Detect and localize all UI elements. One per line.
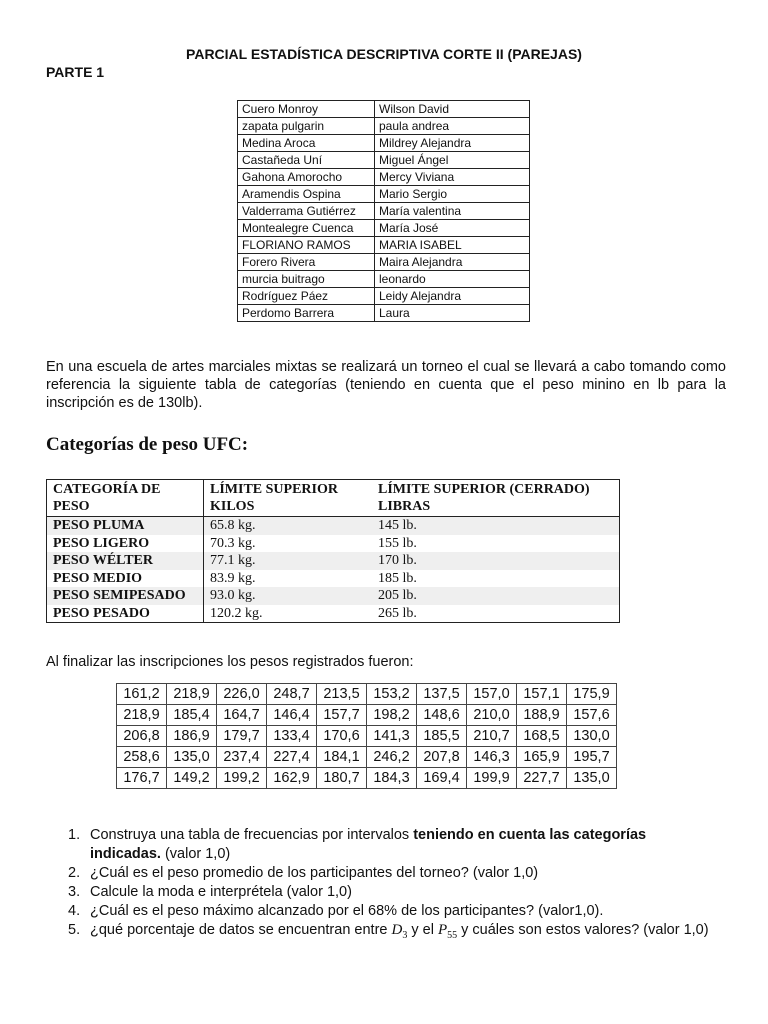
weight-cell: 169,4 [417,768,467,789]
weight-cell: 137,5 [417,684,467,705]
list-item [68,921,718,945]
weight-cell: 149,2 [167,768,217,789]
given-name-cell: Leidy Alejandra [375,288,530,305]
table-row [47,605,620,623]
question-text: y el [407,922,438,938]
surname-cell: Valderrama Gutiérrez [238,203,375,220]
question-text: ¿Cuál es el peso máximo alcanzado por el 68% de los participantes? (valor1,0). [90,903,604,919]
category-cell: PESO PESADO [47,605,204,623]
given-name-cell: Laura [375,305,530,322]
weight-cell: 237,4 [217,747,267,768]
weights-intro: Al finalizar las inscripciones los pesos registrados fueron: [46,654,414,670]
weight-cell: 188,9 [517,705,567,726]
weight-cell: 168,5 [517,726,567,747]
table-row [117,726,617,747]
table-row [238,169,530,186]
weight-cell: 185,5 [417,726,467,747]
weight-cell: 207,8 [417,747,467,768]
pounds-cell: 265 lb. [378,605,417,621]
page-title: PARCIAL ESTADÍSTICA DESCRIPTIVA CORTE II (PAREJAS) [186,46,582,62]
questions-list [68,826,718,945]
table-row [238,101,530,118]
table-header: CATEGORÍA DE PESO [47,480,204,517]
question-text: (valor 1,0) [160,846,231,862]
table-row [238,135,530,152]
weight-cell: 199,2 [217,768,267,789]
weight-cell: 148,6 [417,705,467,726]
surname-cell: Castañeda Uní [238,152,375,169]
question-text: Calcule la moda e interprétela (valor 1,0) [90,884,352,900]
table-row [47,552,620,570]
surname-cell: Cuero Monroy [238,101,375,118]
table-row [47,517,620,535]
weight-cell: 199,9 [467,768,517,789]
weight-cell: 210,7 [467,726,517,747]
surname-cell: Forero Rivera [238,254,375,271]
kilos-cell: 70.3 kg. [210,535,256,551]
weight-cell: 175,9 [567,684,617,705]
categories-heading: Categorías de peso UFC: [46,434,249,455]
table-row [238,220,530,237]
students-table [237,100,530,322]
table-row [47,535,620,553]
weight-cell: 146,4 [267,705,317,726]
given-name-cell: MARIA ISABEL [375,237,530,254]
weight-cell: 246,2 [367,747,417,768]
given-name-cell: Mildrey Alejandra [375,135,530,152]
weight-cell: 179,7 [217,726,267,747]
weight-cell: 186,9 [167,726,217,747]
weight-cell: 157,6 [567,705,617,726]
table-row [238,288,530,305]
table-row [238,254,530,271]
table-row [117,705,617,726]
kilos-cell: 83.9 kg. [210,570,256,586]
surname-cell: Rodríguez Páez [238,288,375,305]
weight-cell: 153,2 [367,684,417,705]
table-row [117,747,617,768]
surname-cell: zapata pulgarin [238,118,375,135]
category-cell: PESO LIGERO [47,535,204,553]
pounds-cell: 185 lb. [378,570,417,586]
weight-cell: 176,7 [117,768,167,789]
category-cell: PESO SEMIPESADO [47,587,204,605]
given-name-cell: Wilson David [375,101,530,118]
surname-cell: Medina Aroca [238,135,375,152]
given-name-cell: Miguel Ángel [375,152,530,169]
surname-cell: Gahona Amorocho [238,169,375,186]
percentile-symbol: $P_{55}$ [437,922,458,941]
question-text: ¿Cuál es el peso promedio de los participantes del torneo? (valor 1,0) [90,865,539,881]
weight-cell: 227,4 [267,747,317,768]
weight-cell: 135,0 [167,747,217,768]
weight-cell: 146,3 [467,747,517,768]
surname-cell: Montealegre Cuenca [238,220,375,237]
pounds-cell: 155 lb. [378,535,417,551]
weight-cell: 210,0 [467,705,517,726]
table-row [238,271,530,288]
question-text: ¿qué porcentaje de datos se encuentran entre [90,922,392,938]
category-cell: PESO WÉLTER [47,552,204,570]
kilos-cell: 93.0 kg. [204,587,373,605]
table-row [238,152,530,169]
category-cell: PESO PLUMA [47,517,204,535]
list-number: 4. [68,903,81,919]
given-name-cell: Mario Sergio [375,186,530,203]
weight-cell: 164,7 [217,705,267,726]
surname-cell: Perdomo Barrera [238,305,375,322]
pounds-cell: 205 lb. [372,587,620,605]
list-number: 2. [68,865,81,881]
surname-cell: murcia buitrago [238,271,375,288]
given-name-cell: paula andrea [375,118,530,135]
decile-symbol: $D_3$ [391,922,408,941]
weight-cell: 157,0 [467,684,517,705]
question-text: y cuáles son estos valores? (valor 1,0) [457,922,709,938]
table-row [238,237,530,254]
weight-cell: 184,3 [367,768,417,789]
table-row [47,587,620,605]
given-name-cell: María José [375,220,530,237]
weight-cell: 157,1 [517,684,567,705]
weight-cell: 195,7 [567,747,617,768]
list-number: 3. [68,884,81,900]
list-number: 5. [68,922,81,938]
given-name-cell: Mercy Viviana [375,169,530,186]
question-text: Construya una tabla de frecuencias por intervalos [90,827,414,843]
given-name-cell: María valentina [375,203,530,220]
list-item [68,864,718,883]
given-name-cell: leonardo [375,271,530,288]
weight-cell: 198,2 [367,705,417,726]
table-row [47,570,620,588]
weight-cell: 180,7 [317,768,367,789]
weight-cell: 258,6 [117,747,167,768]
list-item [68,883,718,902]
weight-cell: 184,1 [317,747,367,768]
list-item [68,902,718,921]
weight-cell: 130,0 [567,726,617,747]
weight-categories-table [46,479,620,623]
weight-cell: 165,9 [517,747,567,768]
weight-cell: 162,9 [267,768,317,789]
pounds-cell: 145 lb. [372,517,620,535]
given-name-cell: Maira Alejandra [375,254,530,271]
list-item [68,826,718,864]
intro-paragraph: En una escuela de artes marciales mixtas se realizará un torneo el cual se llevará a cabo tomando como referencia la siguiente tabla de categorías (teniendo en cuenta que el peso minino en lb para la inscripción es de 130lb). [46,359,726,411]
weight-cell: 213,5 [317,684,367,705]
weights-table [116,683,617,789]
list-number: 1. [68,827,81,843]
table-header: LÍMITE SUPERIOR (CERRADO) LIBRAS [372,480,620,517]
surname-cell: Aramendis Ospina [238,186,375,203]
kilos-cell: 120.2 kg. [210,605,263,621]
table-row [117,684,617,705]
weight-cell: 227,7 [517,768,567,789]
weight-cell: 161,2 [117,684,167,705]
weight-cell: 248,7 [267,684,317,705]
section-heading: PARTE 1 [46,64,105,80]
weight-cell: 185,4 [167,705,217,726]
table-header: LÍMITE SUPERIOR KILOS [204,480,373,517]
category-cell: PESO MEDIO [47,570,204,588]
table-row [238,186,530,203]
pounds-cell: 170 lb. [372,552,620,570]
surname-cell: FLORIANO RAMOS [238,237,375,254]
table-row [238,305,530,322]
table-row [238,118,530,135]
weight-cell: 135,0 [567,768,617,789]
kilos-cell: 77.1 kg. [204,552,373,570]
weight-cell: 133,4 [267,726,317,747]
weight-cell: 170,6 [317,726,367,747]
weight-cell: 157,7 [317,705,367,726]
weight-cell: 141,3 [367,726,417,747]
weight-cell: 226,0 [217,684,267,705]
question-emphasis: teniendo en cuenta las categorías indicadas. [90,827,647,862]
weight-cell: 206,8 [117,726,167,747]
weight-cell: 218,9 [117,705,167,726]
weight-cell: 218,9 [167,684,217,705]
table-row [238,203,530,220]
table-row [117,768,617,789]
kilos-cell: 65.8 kg. [204,517,373,535]
